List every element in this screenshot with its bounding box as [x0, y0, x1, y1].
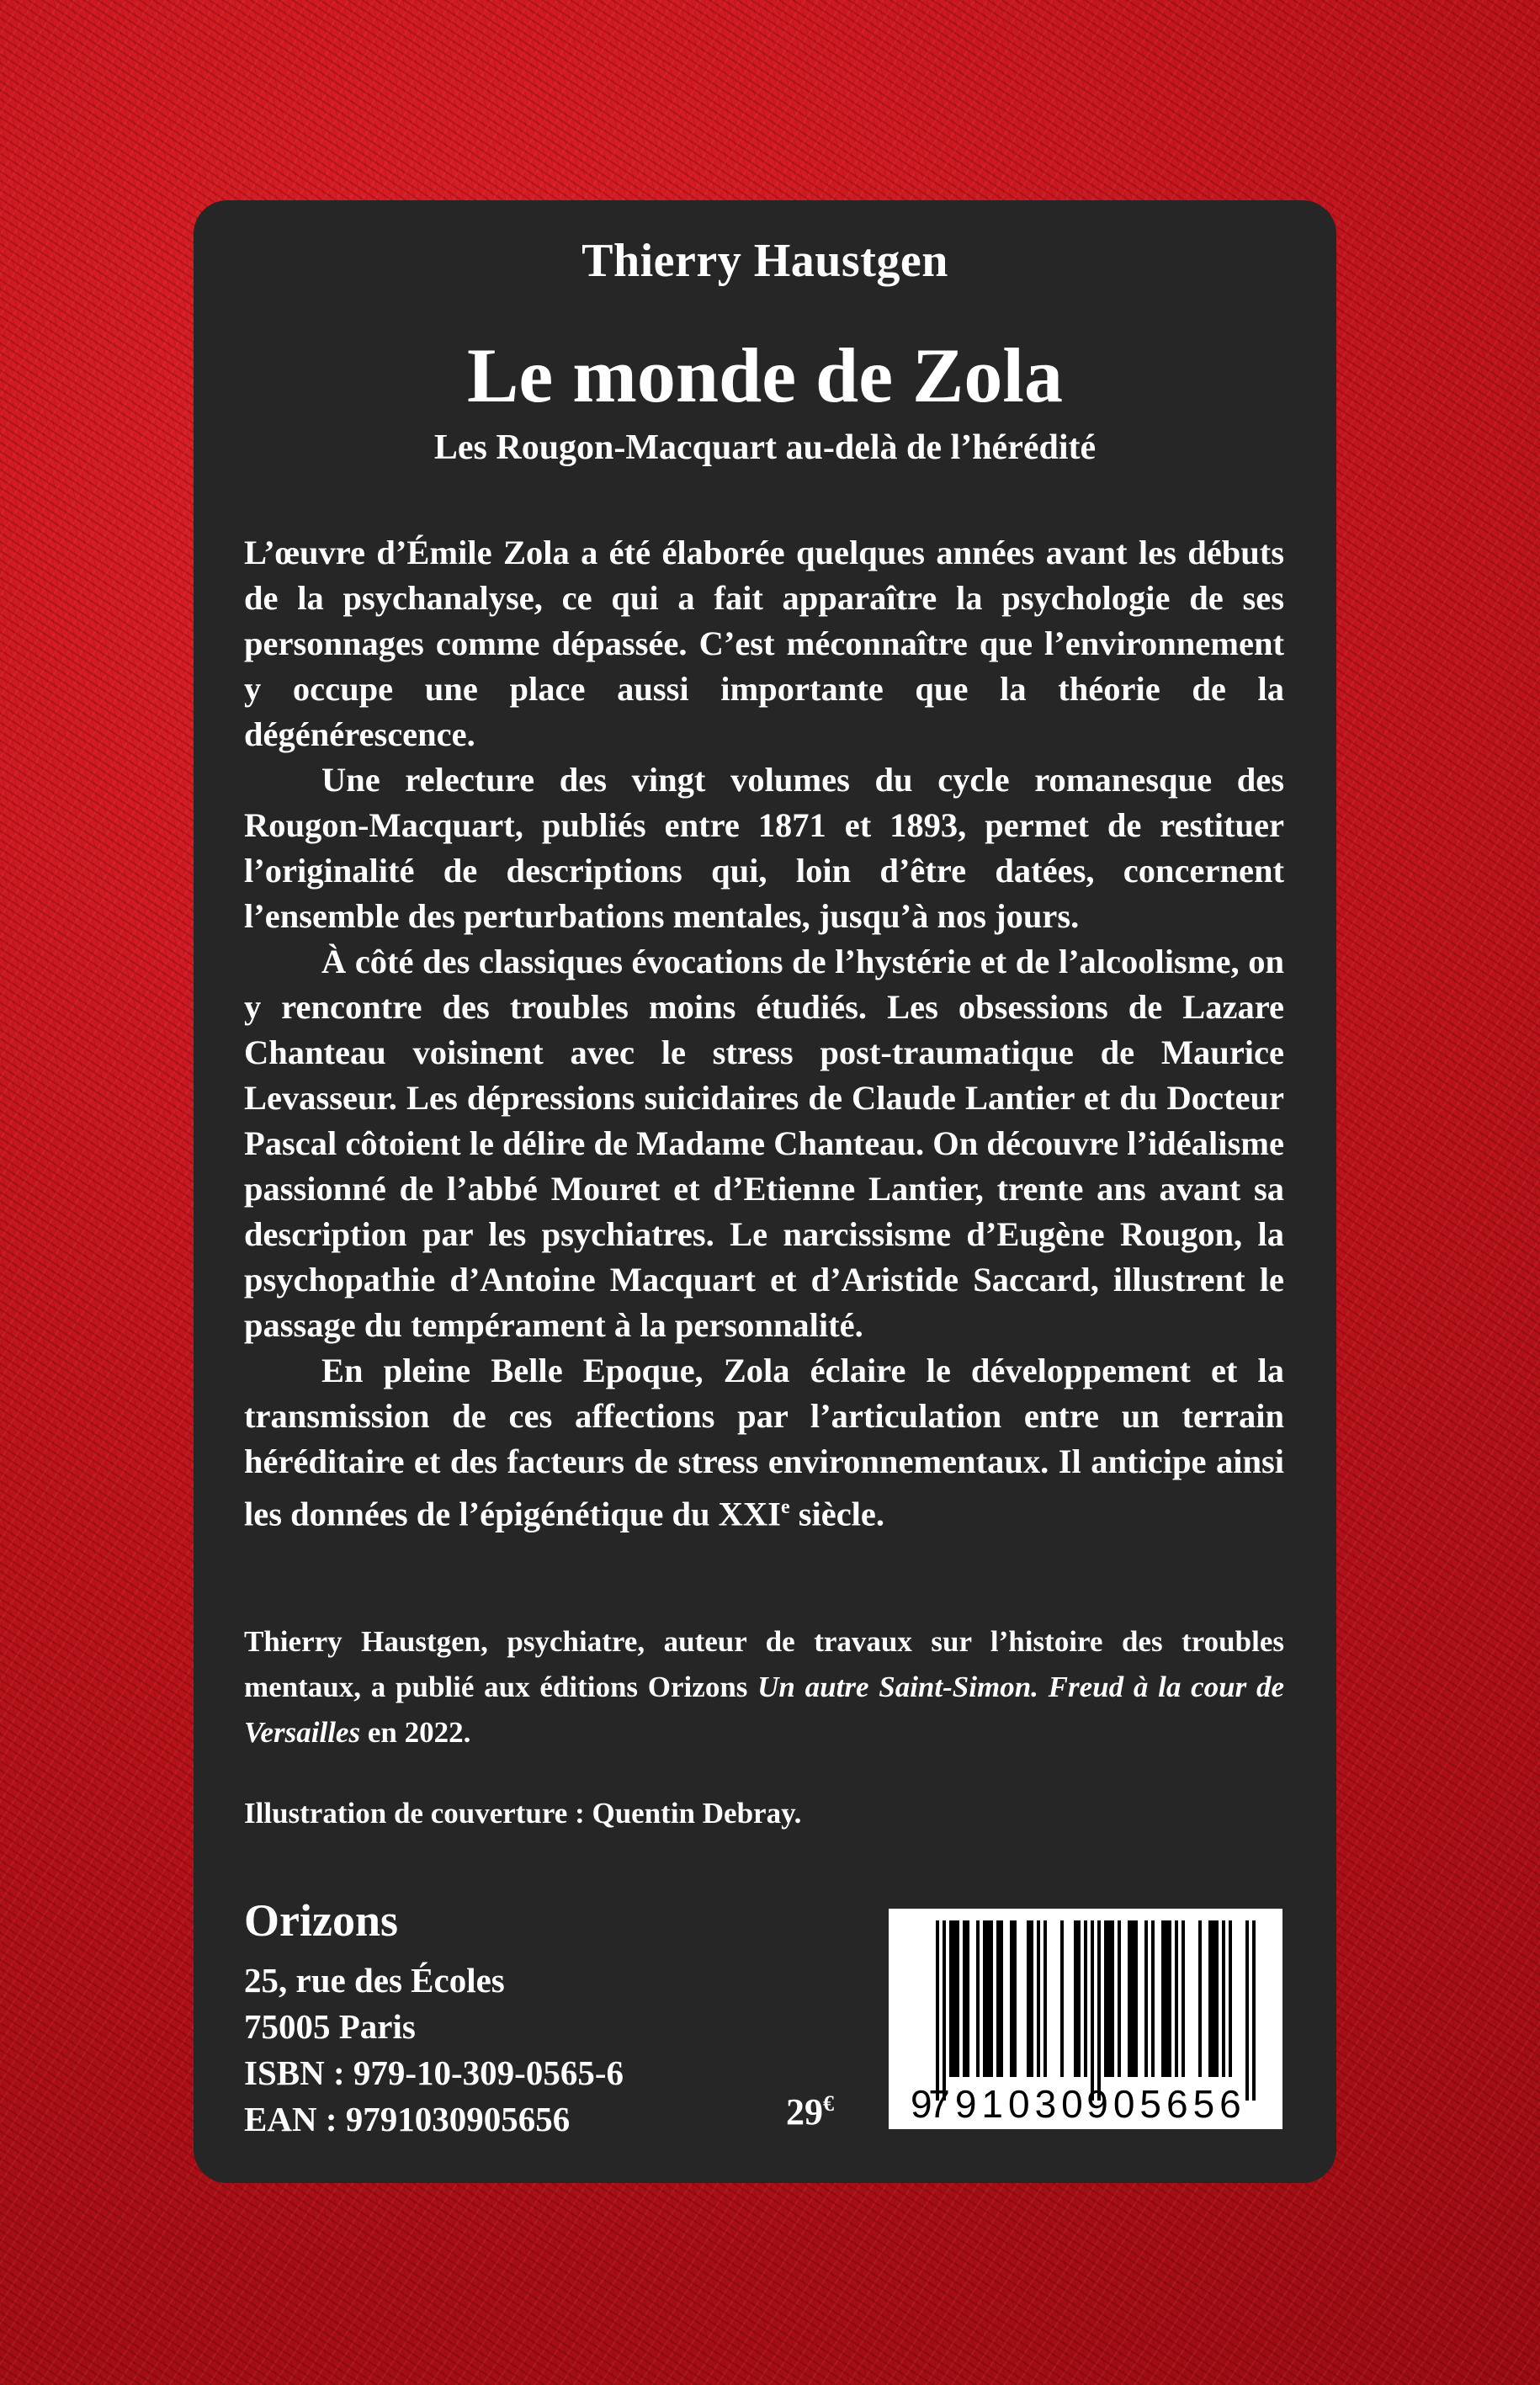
price-currency: € [823, 2091, 834, 2116]
barcode-bar [1212, 1920, 1215, 2077]
barcode-bar [1013, 1920, 1017, 2077]
barcode-bars [936, 1920, 1256, 2101]
barcode-bar [1168, 1920, 1171, 2077]
barcode-digit-lead: 9 [911, 2082, 932, 2126]
barcode-bar [1165, 1920, 1168, 2077]
barcode-graphic [889, 1909, 1282, 2129]
publisher-city: 75005 Paris [244, 2007, 416, 2046]
bio-year: en 2022. [360, 1716, 471, 1749]
price-value: 29 [786, 2091, 823, 2133]
barcode-bar [953, 1920, 956, 2077]
barcode-bar [1175, 1920, 1178, 2077]
barcode-digits-right: 905656 [1086, 2082, 1246, 2126]
book-subtitle: Les Rougon-Macquart au-delà de l’hérédité [433, 428, 1097, 467]
barcode-bar [1198, 1920, 1202, 2077]
barcode-bar [1030, 1920, 1033, 2077]
barcode-bar [990, 1920, 993, 2077]
blurb-paragraph-2: Une relecture des vingt volumes du cycle romanesque des Rougon-Macquart, publiés entre 1871 et 1893, permet de restituer l’originalité de descriptions qui, loin d’être datées, concernent l’ensemble des perturbations mentales, jusqu’à nos jours. [244, 761, 1284, 935]
barcode-bar [1151, 1920, 1155, 2077]
barcode-bar [1134, 1920, 1138, 2077]
blurb-paragraph-4-text: En pleine Belle Epoque, Zola éclaire le développement et la transmission de ces affections par l’articulation entre un terrain héréditaire et des facteurs de stress environnementaux. Il anticipe ainsi les données de l’épigénétique du XXI [244, 1352, 1284, 1533]
barcode-bar [1222, 1920, 1225, 2077]
author-bio [244, 1619, 1284, 1756]
barcode-bar [983, 1920, 986, 2077]
barcode-bar [1252, 1920, 1256, 2101]
publisher-street: 25, rue des Écoles [244, 1961, 505, 2000]
barcode-bar [1245, 1920, 1249, 2101]
barcode-bar [1104, 1920, 1107, 2077]
blurb-paragraph-1: L’œuvre d’Émile Zola a été élaborée quelques années avant les débuts de la psychanalyse, ce qui a fait apparaître la psychologie de ses personnages comme dépassée. C’est méconnaître que l’environnement y occupe une place aussi importante que la théorie de la dégénérescence. [244, 534, 1284, 753]
barcode-bar [976, 1920, 980, 2077]
barcode-bar [963, 1920, 966, 2077]
barcode-digits-left: 791030 [928, 2082, 1088, 2126]
barcode-bar [1161, 1920, 1165, 2077]
blurb [244, 530, 1284, 1538]
author-name: Thierry Haustgen [581, 235, 948, 287]
barcode-bar [936, 1920, 939, 2101]
barcode-bar [949, 1920, 953, 2077]
publisher-name: Orizons [244, 1895, 398, 1946]
isbn: ISBN : 979-10-309-0565-6 [244, 2053, 624, 2092]
barcode-bar [1043, 1920, 1047, 2077]
barcode-bar [1000, 1920, 1003, 2077]
barcode-bar [1208, 1920, 1212, 2077]
barcode-bar [956, 1920, 959, 2077]
blurb-paragraph-4 [244, 1348, 1284, 1538]
barcode-bar [1010, 1920, 1013, 2077]
barcode-bar [1111, 1920, 1114, 2077]
century-superscript: e [780, 1496, 790, 1518]
barcode-bar [1131, 1920, 1134, 2077]
bio-text: Thierry Haustgen, psychiatre, auteur de travaux sur l’histoire des troubles mentaux, a publié aux éditions Orizons [244, 1625, 1284, 1703]
barcode-bar [996, 1920, 1000, 2077]
barcode-bar [986, 1920, 990, 2077]
bio-book-title: Un autre Saint-Simon. Freud à la cour de Versailles [244, 1671, 1284, 1749]
barcode-bar [1144, 1920, 1148, 2077]
barcode-bar [1128, 1920, 1131, 2077]
blurb-paragraph-3: À côté des classiques évocations de l’hystérie et de l’alcoolisme, on y rencontre des troubles moins étudiés. Les obsessions de Lazare Chanteau voisinent avec le stress post-traumatique de Maurice Levasseur. Les dépressions suicidaires de Claude Lantier et du Docteur Pascal côtoient le délire de Madame Chanteau. On découvre l’idéalisme passionné de l’abbé Mouret et d’Etienne Lantier, trente ans avant sa description par les psychiatres. Le narcissisme d’Eugène Rougon, la psychopathie d’Antoine Macquart et d’Aristide Saccard, illustrent le passage du tempérament à la personnalité. [244, 943, 1284, 1344]
barcode-bar [1118, 1920, 1121, 2077]
barcode-bar [1037, 1920, 1040, 2077]
barcode-bar [1182, 1920, 1185, 2077]
price [786, 2083, 834, 2133]
illustration-credit: Illustration de couverture : Quentin Debray. [244, 1797, 802, 1830]
barcode-bar [1107, 1920, 1111, 2077]
barcode-bar [1084, 1920, 1087, 2077]
barcode-bar [943, 1920, 946, 2101]
barcode [889, 1909, 1282, 2129]
barcode-bar [1027, 1920, 1030, 2077]
barcode-bar [966, 1920, 969, 2077]
barcode-bar [1091, 1920, 1094, 2101]
barcode-bar [1229, 1920, 1232, 2077]
barcode-bar [1077, 1920, 1081, 2077]
ean: EAN : 9791030905656 [244, 2100, 571, 2138]
barcode-bar [1215, 1920, 1219, 2077]
barcode-bar [1060, 1920, 1064, 2077]
back-cover-panel [194, 200, 1336, 2183]
book-title: Le monde de Zola [467, 332, 1063, 418]
barcode-bar [1097, 1920, 1101, 2101]
barcode-bar [1074, 1920, 1077, 2077]
blurb-paragraph-4-tail: siècle. [789, 1495, 885, 1533]
